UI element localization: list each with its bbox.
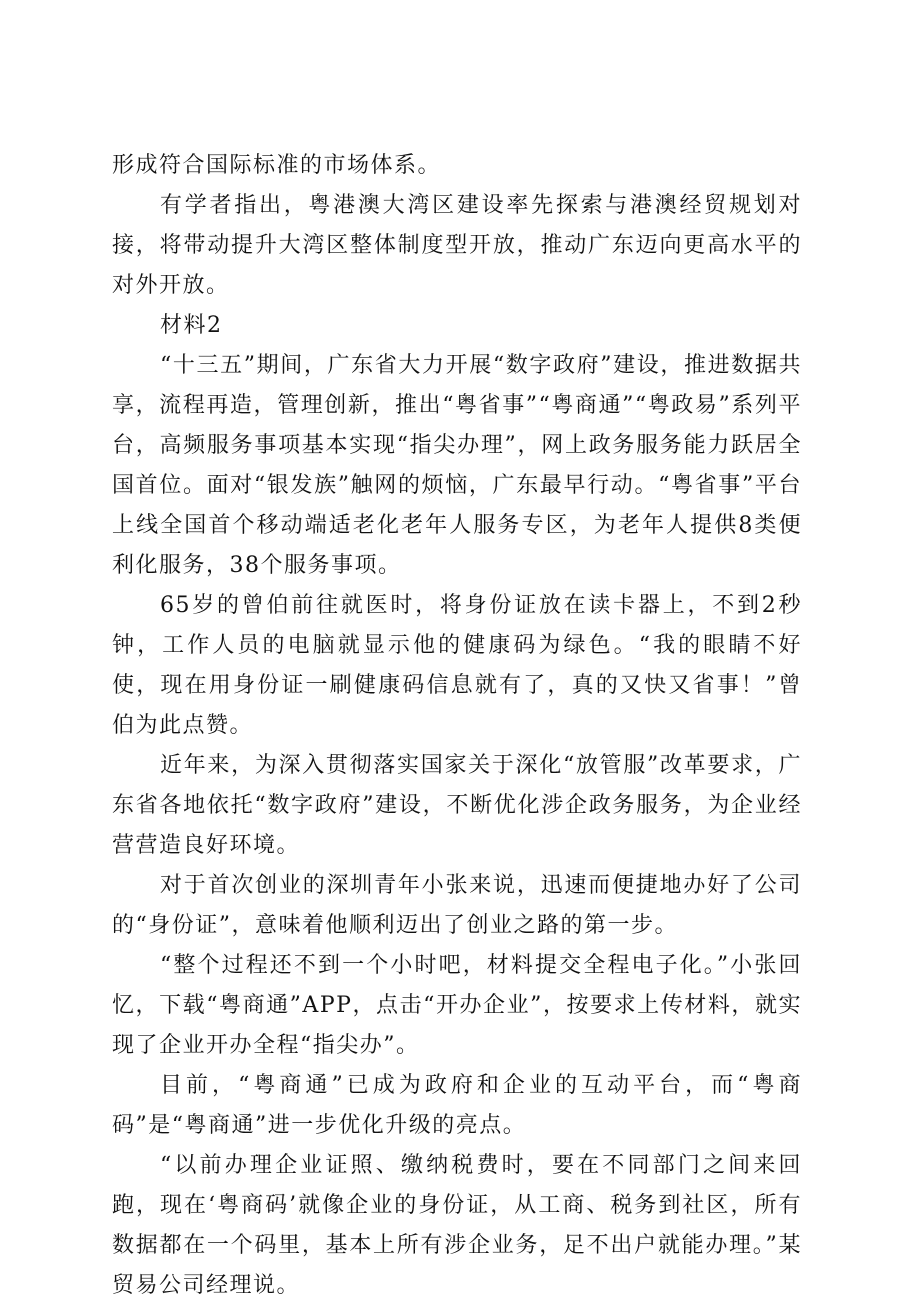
paragraph-reform: 近年来，为深入贯彻落实国家关于深化“放管服”改革要求，广东省各地依托“数字政府”建设，不断优化涉企政务服务，为企业经营营造良好环境。 — [112, 753, 802, 858]
paragraph-manager-quote: “以前办理企业证照、缴纳税费时，要在不同部门之间来回跑，现在‘粤商码’就像企业的身份证，从工商、税务到社区，所有数据都在一个码里，基本上所有涉企业务，足不出户就能办理。”某贸易公司经理说。 — [112, 1153, 802, 1298]
section-heading-material-2: 材料2 — [160, 313, 223, 338]
document-body — [112, 146, 802, 1306]
paragraph-xiao-zhang: 对于首次创业的深圳青年小张来说，迅速而便捷地办好了公司的“身份证”，意味着他顺利迈出了创业之路的第一步。 — [112, 873, 802, 938]
paragraph-scholar: 有学者指出，粤港澳大湾区建设率先探索与港澳经贸规划对接，将带动提升大湾区整体制度型开放，推动广东迈向更高水平的对外开放。 — [112, 193, 802, 298]
paragraph-process: “整个过程还不到一个小时吧，材料提交全程电子化。”小张回忆，下载“粤商通”APP，点击“开办企业”，按要求上传材料，就实现了企业开办全程“指尖办”。 — [112, 953, 802, 1058]
paragraph-digital-government: “十三五”期间，广东省大力开展“数字政府”建设，推进数据共享，流程再造，管理创新，推出“粤省事”“粤商通”“粤政易”系列平台，高频服务事项基本实现“指尖办理”，网上政务服务能力跃居全国首位。面对“银发族”触网的烦恼，广东最早行动。“粤省事”平台上线全国首个移动端适老化老年人服务专区，为老年人提供8类便利化服务，38个服务事项。 — [112, 353, 802, 578]
paragraph-zeng-bo: 65岁的曾伯前往就医时，将身份证放在读卡器上，不到2秒钟，工作人员的电脑就显示他的健康码为绿色。“我的眼睛不好使，现在用身份证一刷健康码信息就有了，真的又快又省事！”曾伯为此点赞。 — [112, 593, 802, 738]
paragraph-continuation: 形成符合国际标准的市场体系。 — [112, 153, 442, 178]
paragraph-yue-shang-ma: 目前，“粤商通”已成为政府和企业的互动平台，而“粤商码”是“粤商通”进一步优化升级的亮点。 — [112, 1073, 802, 1138]
